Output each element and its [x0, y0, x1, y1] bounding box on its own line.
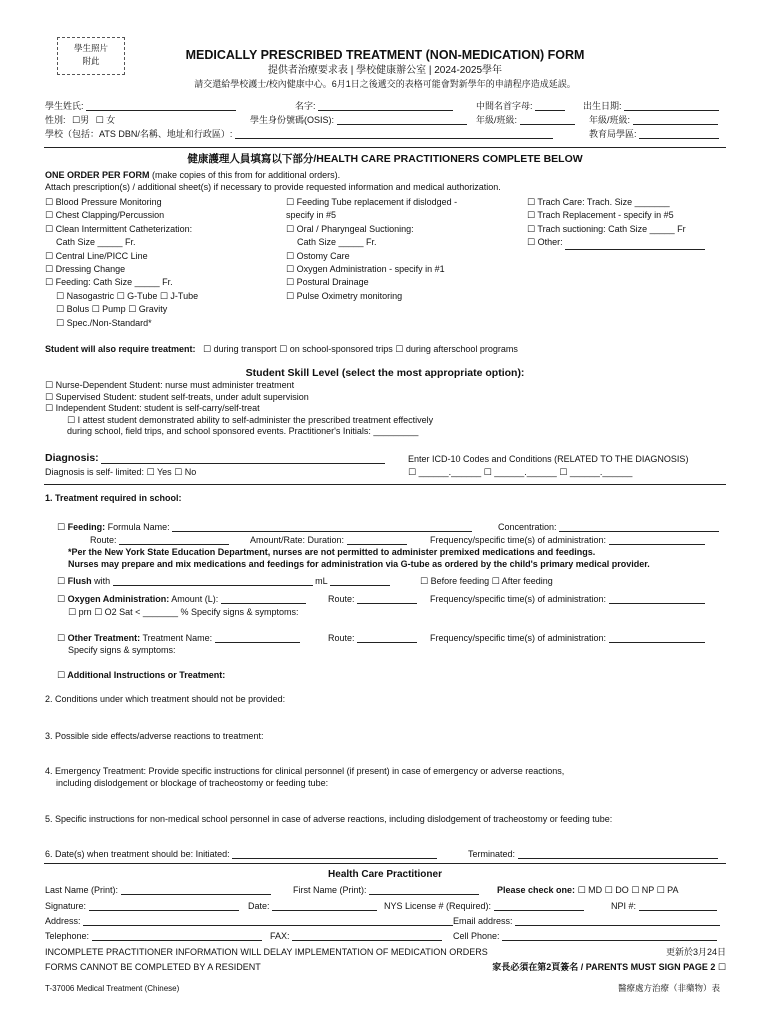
oxygen-route-label: Route: — [328, 594, 355, 604]
diagnosis-row — [45, 452, 385, 464]
form-id: T-37006 Medical Treatment (Chinese) — [45, 984, 180, 993]
tx-blood-pressure-checkbox[interactable]: ☐ Blood Pressure Monitoring — [45, 197, 162, 207]
section-divider — [44, 147, 726, 148]
student-osis-row — [250, 115, 467, 125]
hcp-telephone-row — [45, 931, 262, 941]
other-route-field[interactable] — [357, 633, 417, 643]
diagnosis-field[interactable] — [101, 453, 385, 464]
diagnosis-label: Diagnosis: — [45, 452, 99, 464]
hcp-signature-row — [45, 901, 239, 911]
form-name-footer: 醫療處方治療（非藥物）表 — [617, 983, 720, 993]
amount-rate-label: Amount/Rate: Duration: — [250, 535, 345, 545]
treatment-name-field[interactable] — [215, 633, 300, 643]
hcp-npi-row — [611, 901, 717, 911]
flush-ml-field[interactable] — [330, 576, 390, 586]
hcp-license-label: NYS License # (Required): — [384, 901, 492, 911]
hcp-date-label: Date: — [248, 901, 270, 911]
one-order-row — [45, 170, 340, 180]
tx-spec-nonstandard-checkbox[interactable]: ☐ Spec./Non-Standard* — [56, 317, 152, 328]
q6-terminated-row — [468, 849, 718, 859]
one-order-note: (make copies of this from for additional orders). — [152, 170, 341, 180]
hcp-email-row — [453, 916, 720, 926]
sex-female-checkbox[interactable]: ☐ 女 — [95, 115, 116, 125]
also-require-label: Student will also require treatment: — [45, 344, 196, 354]
student-class-label: 年級/班級: — [589, 115, 631, 125]
other-frequency-row — [430, 633, 705, 643]
hcp-license-row — [384, 901, 584, 911]
student-sex-row — [45, 115, 115, 125]
skill-heading: Student Skill Level (select the most appropriate option): — [245, 367, 525, 379]
q3-side-effects[interactable]: 3. Possible side effects/adverse reactions to treatment: — [45, 731, 264, 741]
hcp-type-checkboxes[interactable]: ☐ MD ☐ DO ☐ NP ☐ PA — [577, 885, 679, 895]
tx-tube-replacement-note: specify in #5 — [286, 210, 337, 221]
incomplete-warning: INCOMPLETE PRACTITIONER INFORMATION WILL DELAY IMPLEMENTATION OF MEDICATION ORDERS — [45, 947, 488, 957]
also-require-row — [45, 344, 518, 354]
feeding-route-label: Route: — [90, 535, 117, 545]
tx-dressing-change-checkbox[interactable]: ☐ Dressing Change — [45, 264, 126, 275]
student-last-name-label: 學生姓氏: — [45, 101, 84, 111]
tx-feeding-tube-options[interactable]: ☐ Nasogastric ☐ G-Tube ☐ J-Tube — [56, 290, 199, 301]
photo-label-line1: 學生照片 — [73, 43, 108, 53]
student-class-row — [589, 115, 718, 125]
tx-ostomy-care-checkbox[interactable]: ☐ Ostomy Care — [286, 250, 350, 261]
tx-postural-drainage-checkbox[interactable]: ☐ Postural Drainage — [286, 277, 369, 288]
tx-oral-suction-checkbox[interactable]: ☐ Oral / Pharyngeal Suctioning: — [286, 223, 414, 234]
oxygen-route-field[interactable] — [357, 594, 417, 604]
nysed-note-1: *Per the New York State Education Department, nurses are not permitted to administer premixed medications and feedings. — [68, 547, 596, 557]
flush-with-field[interactable] — [113, 576, 313, 586]
divider-practitioner — [44, 863, 726, 864]
student-school-label: 學校（包括：ATS DBN/名稱、地址和行政區）: — [45, 129, 233, 139]
feeding-row — [57, 522, 472, 532]
tx-other-row — [527, 236, 705, 249]
tx-oxygen-admin-checkbox[interactable]: ☐ Oxygen Administration - specify in #1 — [286, 264, 445, 275]
tx-other-checkbox[interactable]: ☐ Other: — [527, 237, 563, 248]
hcp-license-field[interactable] — [494, 901, 584, 911]
parents-sign-checkbox[interactable]: 家長必須在第2頁簽名 / PARENTS MUST SIGN PAGE 2 ☐ — [492, 962, 726, 972]
form-title: MEDICALLY PRESCRIBED TREATMENT (NON-MEDICATION) FORM — [185, 48, 585, 62]
hcp-email-label: Email address: — [453, 916, 513, 926]
hcp-first-name-field[interactable] — [369, 885, 479, 895]
hcp-heading: 健康護理人員填寫以下部分/HEALTH CARE PRACTITIONERS COMPLETE BELOW — [187, 153, 583, 165]
hcp-last-name-label: Last Name (Print): — [45, 885, 119, 895]
student-dob-row — [583, 101, 719, 111]
oxygen-row — [57, 594, 306, 604]
divider-q1 — [44, 484, 726, 485]
oxygen-frequency-label: Frequency/specific time(s) of administration: — [430, 594, 607, 604]
other-treatment-row — [57, 633, 300, 643]
student-school-row — [45, 129, 553, 139]
hcp-last-name-field[interactable] — [121, 885, 271, 895]
oxygen-frequency-field[interactable] — [609, 594, 705, 604]
student-district-field[interactable] — [639, 129, 719, 139]
formula-name-label: Formula Name: — [107, 522, 170, 532]
hcp-last-name-row — [45, 885, 271, 895]
concentration-row — [498, 522, 719, 532]
hcp-fax-row — [270, 931, 442, 941]
hcp-telephone-label: Telephone: — [45, 931, 90, 941]
hcp-telephone-field[interactable] — [92, 931, 262, 941]
concentration-label: Concentration: — [498, 522, 557, 532]
hcp-address-field[interactable] — [83, 916, 453, 926]
student-last-name-field[interactable] — [86, 101, 236, 111]
other-route-label: Route: — [328, 633, 355, 643]
tx-trach-care-checkbox[interactable]: ☐ Trach Care: Trach. Size _______ — [527, 197, 670, 207]
student-first-name-row — [295, 101, 453, 111]
other-frequency-label: Frequency/specific time(s) of administration: — [430, 633, 607, 643]
student-grade-field[interactable] — [520, 115, 575, 125]
student-dob-label: 出生日期: — [583, 101, 622, 111]
student-osis-field[interactable] — [337, 115, 467, 125]
tx-feeding-method-options[interactable]: ☐ Bolus ☐ Pump ☐ Gravity — [56, 304, 168, 315]
student-school-field[interactable] — [235, 129, 553, 139]
feeding-frequency-label: Frequency/specific time(s) of administration: — [430, 535, 607, 545]
oxygen-checkbox[interactable]: ☐ Oxygen Administration: — [57, 594, 170, 604]
treatment-col-3 — [527, 196, 705, 250]
hcp-first-name-row — [293, 885, 479, 895]
hcp-signature-field[interactable] — [89, 901, 239, 911]
flush-ml-label: mL — [315, 576, 328, 586]
flush-checkbox[interactable]: ☐ Flush — [57, 576, 92, 586]
student-initial-label: 中間名首字母: — [476, 101, 533, 111]
tx-central-line-checkbox[interactable]: ☐ Central Line/PICC Line — [45, 250, 148, 261]
also-require-options[interactable]: ☐ during transport ☐ on school-sponsored trips ☐ during afterschool programs — [203, 344, 518, 354]
concentration-field[interactable] — [559, 522, 719, 532]
student-last-name-row — [45, 101, 236, 111]
feeding-checkbox[interactable]: ☐ Feeding: — [57, 522, 106, 532]
feeding-route-row — [90, 535, 229, 545]
skill-attest-checkbox[interactable]: ☐ I attest student demonstrated ability to self-administer the prescribed treatment effectively — [67, 414, 434, 425]
hcp-date-field[interactable] — [272, 901, 377, 911]
oxygen-amount-field[interactable] — [221, 594, 306, 604]
tx-tube-replacement-checkbox[interactable]: ☐ Feeding Tube replacement if dislodged - — [286, 197, 458, 207]
updated-date: 更新於3月24日 — [665, 947, 726, 957]
diagnosis-self-limited[interactable]: Diagnosis is self- limited: ☐ Yes ☐ No — [45, 467, 197, 477]
additional-instructions-checkbox[interactable]: ☐ Additional Instructions or Treatment: — [57, 670, 226, 680]
skill-nurse-dependent-checkbox[interactable]: ☐ Nurse-Dependent Student: nurse must administer treatment — [45, 380, 295, 390]
student-initial-field[interactable] — [535, 101, 565, 111]
skill-attest-initials[interactable]: during school, field trips, and school sponsored events. Practitioner's Initials: _________ — [67, 426, 419, 436]
other-frequency-field[interactable] — [609, 633, 705, 643]
nysed-note-2: Nurses may prepare and mix medications and feedings for administration via G-tube as ordered by the child's primary medical provider. — [68, 559, 650, 569]
tx-chest-clapping-checkbox[interactable]: ☐ Chest Clapping/Percussion — [45, 210, 165, 221]
hcp-email-field[interactable] — [515, 916, 720, 926]
oxygen-frequency-row — [430, 594, 705, 604]
tx-pulse-oximetry-checkbox[interactable]: ☐ Pulse Oximetry monitoring — [286, 290, 403, 301]
hcp-npi-label: NPI #: — [611, 901, 637, 911]
flush-with-label: with — [94, 576, 111, 586]
hcp-fax-field[interactable] — [292, 931, 442, 941]
q6-initiated-field[interactable] — [232, 849, 437, 859]
treatment-col-2 — [286, 196, 457, 303]
skill-options — [45, 380, 433, 438]
amount-rate-field[interactable] — [347, 535, 407, 545]
tx-catheterization-checkbox[interactable]: ☐ Clean Intermittent Catheterization: — [45, 223, 193, 234]
hcp-type-row — [497, 885, 679, 895]
tx-trach-replacement-checkbox[interactable]: ☐ Trach Replacement - specify in #5 — [527, 210, 674, 221]
one-order-label: ONE ORDER PER FORM — [45, 170, 150, 180]
flush-timing-options[interactable]: ☐ Before feeding ☐ After feeding — [420, 576, 553, 586]
feeding-frequency-row — [430, 535, 705, 545]
treatment-name-label: Treatment Name: — [142, 633, 213, 643]
q6-terminated-label: Terminated: — [468, 849, 516, 859]
student-first-name-label: 名字: — [295, 101, 316, 111]
hcp-cell-label: Cell Phone: — [453, 931, 500, 941]
hcp-signature-label: Signature: — [45, 901, 87, 911]
student-class-field[interactable] — [633, 115, 718, 125]
q6-initiated-row — [45, 849, 437, 859]
icd-label: Enter ICD-10 Codes and Conditions (RELATED TO THE DIAGNOSIS) — [408, 454, 689, 464]
student-initial-row — [476, 101, 565, 111]
hcp-npi-field[interactable] — [639, 901, 717, 911]
sex-male-checkbox[interactable]: ☐男 — [72, 115, 90, 125]
resident-warning: FORMS CANNOT BE COMPLETED BY A RESIDENT — [45, 962, 261, 972]
photo-label-line2: 附此 — [82, 56, 100, 66]
q4-emergency-line2: including dislodgement or blockage of tracheostomy or feeding tube: — [56, 778, 329, 788]
hcp-address-row — [45, 916, 453, 926]
skill-independent-checkbox[interactable]: ☐ Independent Student: student is self-carry/self-treat — [45, 403, 260, 413]
tx-cath-size-field[interactable]: Cath Size _____ Fr. — [56, 237, 136, 248]
tx-other-field[interactable] — [565, 240, 705, 250]
formula-name-field[interactable] — [172, 522, 472, 532]
q2-conditions[interactable]: 2. Conditions under which treatment should not be provided: — [45, 694, 286, 704]
student-first-name-field[interactable] — [318, 101, 453, 111]
student-osis-label: 學生身份號碼(OSIS): — [250, 115, 335, 125]
student-sex-label: 性別: — [45, 115, 66, 125]
feeding-route-field[interactable] — [119, 535, 229, 545]
treatment-col-1 — [45, 196, 198, 330]
q6-terminated-field[interactable] — [518, 849, 718, 859]
student-grade-row — [476, 115, 575, 125]
oxygen-prn-options[interactable]: ☐ prn ☐ O2 Sat < _______ % Specify signs & symptoms: — [68, 607, 299, 617]
hcp-date-row — [248, 901, 377, 911]
hcp-cell-row — [453, 931, 717, 941]
oxygen-route-row — [328, 594, 417, 604]
tx-oral-cath-size-field[interactable]: Cath Size _____ Fr. — [297, 237, 377, 248]
form-subtitle: 提供者治療要求表 | 學校健康辦公室 | 2024-2025學年 — [267, 65, 503, 76]
amount-rate-row — [250, 535, 407, 545]
flush-row — [57, 576, 390, 586]
tx-trach-suction-checkbox[interactable]: ☐ Trach suctioning: Cath Size _____ Fr — [527, 223, 686, 234]
hcp-check-one-label: Please check one: — [497, 885, 576, 895]
skill-supervised-checkbox[interactable]: ☐ Supervised Student: student self-treats, under adult supervision — [45, 391, 309, 402]
q1-heading: 1. Treatment required in school: — [45, 493, 182, 503]
student-grade-label: 年級/班級: — [476, 115, 518, 125]
practitioner-heading: Health Care Practitioner — [328, 869, 442, 880]
tx-feeding-checkbox[interactable]: ☐ Feeding: Cath Size _____ Fr. — [45, 277, 173, 288]
hcp-cell-field[interactable] — [502, 931, 717, 941]
q6-initiated-label: 6. Date(s) when treatment should be: Initiated: — [45, 849, 230, 859]
other-treatment-checkbox[interactable]: ☐ Other Treatment: — [57, 633, 141, 643]
return-note: 請交還給學校護士/校內健康中心。6月1日之後遞交的表格可能會對新學年的申請程序造成延誤。 — [194, 79, 576, 89]
student-district-row — [589, 129, 719, 139]
other-route-row — [328, 633, 417, 643]
student-district-label: 教育局學區: — [589, 129, 637, 139]
q4-emergency-line1[interactable]: 4. Emergency Treatment: Provide specific instructions for clinical personnel (if present) in case of emergency or adverse reactions, — [45, 766, 565, 776]
other-signs-label[interactable]: Specify signs & symptoms: — [68, 645, 176, 655]
hcp-first-name-label: First Name (Print): — [293, 885, 367, 895]
oxygen-amount-label: Amount (L): — [171, 594, 219, 604]
hcp-fax-label: FAX: — [270, 931, 290, 941]
attach-note: Attach prescription(s) / additional sheet(s) if necessary to provide requested information and medical authorization. — [45, 182, 501, 192]
student-dob-field[interactable] — [624, 101, 719, 111]
icd-code-fields[interactable]: ☐ ______.______ ☐ ______.______ ☐ ______.______ — [408, 467, 633, 477]
feeding-frequency-field[interactable] — [609, 535, 705, 545]
q5-nonmedical[interactable]: 5. Specific instructions for non-medical school personnel in case of adverse reactions, including dislodgement of tracheostomy or feeding tube: — [45, 814, 613, 824]
hcp-address-label: Address: — [45, 916, 81, 926]
